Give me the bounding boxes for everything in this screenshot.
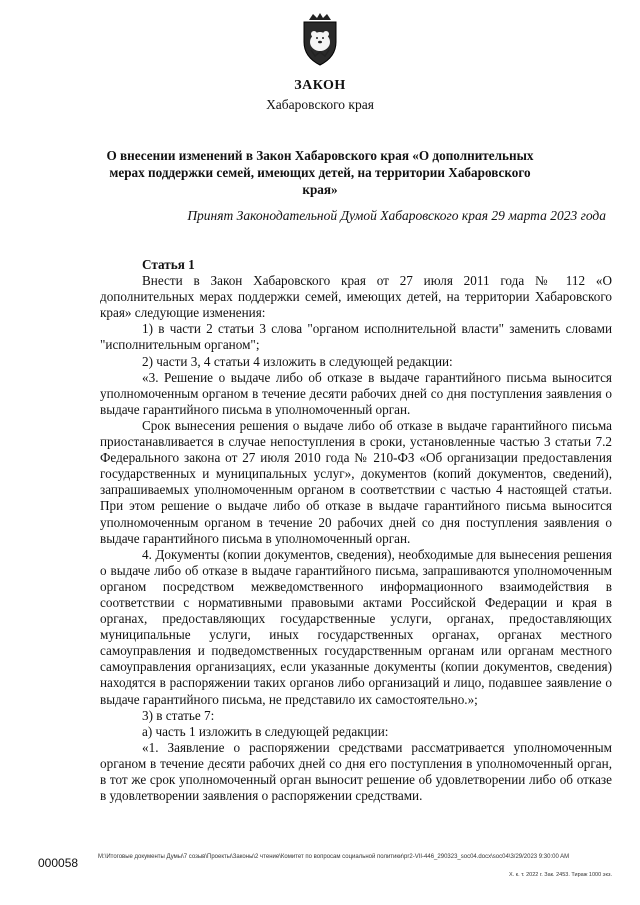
paragraph: Срок вынесения решения о выдаче либо об отказе в выдаче гарантийного письма приостанавливается в случае непоступления в сроки, установленные частью 3 статьи 7.2 Федерального закона от 27 июля 2010 года № 210-ФЗ «Об организации предоставления государственных и муниципальных услуг», документов (копий документов, сведений), запрашиваемых уполномоченным органом в соответствии с частью 4 настоящей статьи. При этом решение о выдаче либо об отказе в выдаче гарантийного письма выносится уполномоченным органом в течение 20 рабочих дней со дня поступления заявления о выдаче гарантийного письма в уполномоченный орган. xyxy=(100,417,612,546)
document-heading: О внесении изменений в Закон Хабаровского края «О дополнительных мерах поддержки семей, имеющих детей, на территории Хабаровского края» xyxy=(106,148,534,197)
law-title: ЗАКОН xyxy=(294,78,346,93)
paragraph: «3. Решение о выдаче либо об отказе в выдаче гарантийного письма выносится уполномоченным органом в течение десяти рабочих дней со дня поступления заявления о выдаче гарантийного письма в уполномоченный орган. xyxy=(100,369,612,417)
paragraph: Внести в Закон Хабаровского края от 27 июля 2011 года № 112 «О дополнительных мерах поддержки семей, имеющих детей, на территории Хабаровского края» следующие изменения: xyxy=(100,273,612,321)
print-mark: Х. к. т. 2022 г. Зак. 2453. Тираж 1000 экз. xyxy=(508,872,612,878)
coat-of-arms-icon xyxy=(299,12,341,66)
file-path: M:\Итоговые документы Думы\7 созыв\Проекты\Законы\2 чтение\Комитет по вопросам социальной политики\pr2-VII-446_290323_soc04.docx\soc04\3/29/2023 9:30:00 AM xyxy=(98,854,570,860)
adoption-note: Принят Законодательной Думой Хабаровского края 29 марта 2023 года xyxy=(187,208,606,223)
document-body xyxy=(100,257,612,804)
paragraph: 4. Документы (копии документов, сведения), необходимые для вынесения решения о выдаче либо об отказе в выдаче гарантийного письма, запрашиваются уполномоченным органом посредством межведомственного информационного взаимодействия в соответствии с нормативными правовыми актами Российской Федерации и края в органах, предоставляющих государственные услуги, органах, предоставляющих муниципальные услуги, иных государственных органах, органах местного самоуправления и подведомственных государственным органам или органам местного самоуправления организациях, если указанные документы (копии документов, сведения) находятся в распоряжении таких органов либо организаций и лицо, подавшее заявление о выдаче гарантийного письма, не представило их самостоятельно.»; xyxy=(100,546,612,707)
paragraph: а) часть 1 изложить в следующей редакции: xyxy=(142,723,389,739)
paragraph: 2) части 3, 4 статьи 4 изложить в следующей редакции: xyxy=(142,353,453,369)
paragraph: 3) в статье 7: xyxy=(142,707,215,723)
document-number: 000058 xyxy=(38,856,79,870)
paragraph: «1. Заявление о распоряжении средствами рассматривается уполномоченным органом в течение десяти рабочих дней со дня его поступления в уполномоченный орган, в тот же срок уполномоченный орган выносит решение об удовлетворении либо об отказе в удовлетворении заявления о распоряжении средствами. xyxy=(100,739,612,804)
article-title: Статья 1 xyxy=(142,257,195,272)
law-region: Хабаровского края xyxy=(266,97,374,112)
paragraph: 1) в части 2 статьи 3 слова "органом исполнительной власти" заменить словами "исполнительным органом"; xyxy=(100,321,612,353)
